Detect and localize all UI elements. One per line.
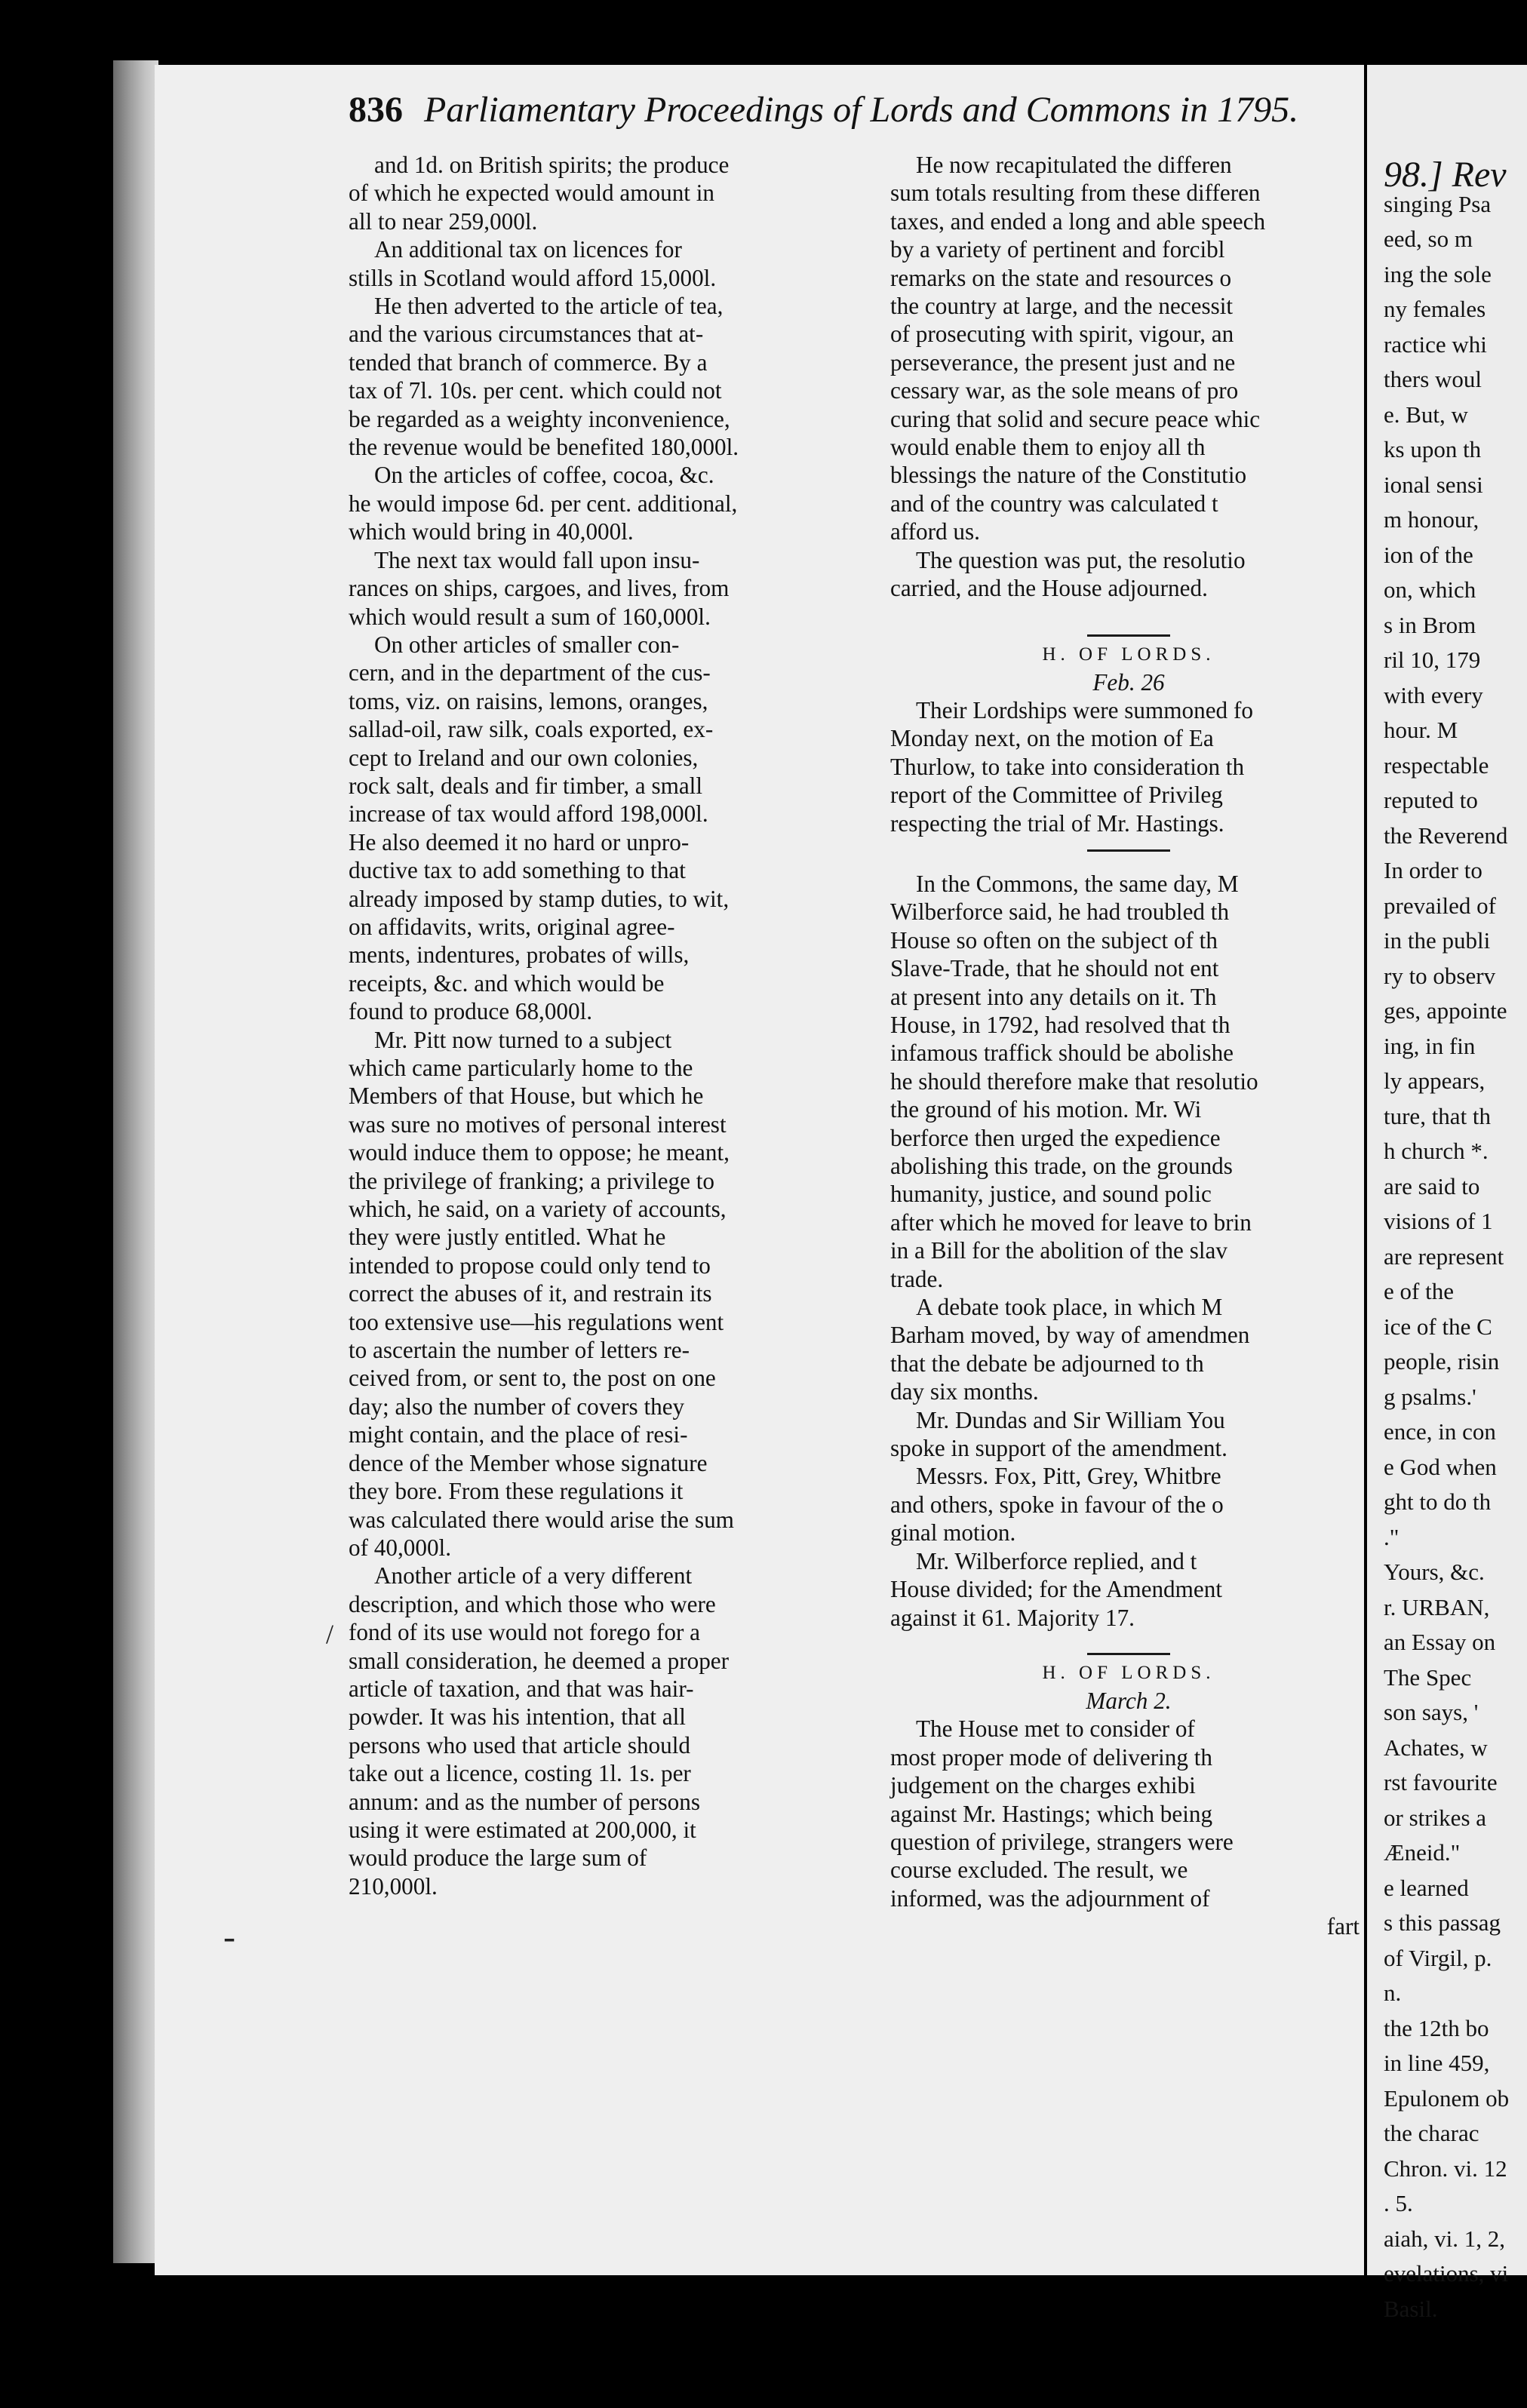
text-line: would induce them to oppose; he meant, [349, 1139, 730, 1166]
adjacent-page-line: In order to [1384, 857, 1482, 883]
section-date-2: March 2. [1086, 1687, 1172, 1714]
adjacent-page-line: h church *. [1384, 1138, 1489, 1164]
adjacent-page-line: ice of the C [1384, 1313, 1492, 1340]
text-line: description, and which those who were [349, 1590, 716, 1617]
adjacent-page-line: hour. M [1384, 717, 1458, 743]
text-line: remarks on the state and resources o [890, 264, 1232, 291]
paragraph [349, 546, 862, 631]
book-binding-edge [113, 60, 158, 2263]
text-line: The next tax would fall upon insu- [374, 546, 700, 573]
text-line: of 40,000l. [349, 1534, 452, 1561]
text-line: An additional tax on licences for [374, 236, 682, 263]
text-line: which would result a sum of 160,000l. [349, 603, 711, 630]
text-line: of prosecuting with spirit, vigour, an [890, 321, 1234, 348]
text-line: already imposed by stamp duties, to wit, [349, 885, 730, 912]
adjacent-page-line: ry to observ [1384, 962, 1496, 989]
adjacent-page-line: or strikes a [1384, 1804, 1487, 1831]
text-line: tax of 7l. 10s. per cent. which could not [349, 377, 722, 404]
adjacent-page-line: respectable [1384, 751, 1489, 779]
text-line: 210,000l. [349, 1872, 438, 1900]
paragraph [349, 1026, 862, 1562]
text-line: persons who used that article should [349, 1731, 690, 1758]
text-line: abolishing this trade, on the grounds [890, 1153, 1233, 1179]
text-line: intended to propose could only tend to [349, 1252, 711, 1279]
adjacent-page-line: in line 459, [1384, 2050, 1490, 2076]
adjacent-page-line: ing, in fin [1384, 1032, 1476, 1059]
text-line: they bore. From these regulations it [349, 1478, 684, 1505]
adjacent-page-line: ing the sole [1384, 260, 1492, 287]
text-line: and 1d. on British spirits; the produce [374, 152, 730, 178]
text-line: In the Commons, the same day, M [916, 870, 1239, 897]
adjacent-page-line: ges, appointe [1384, 997, 1507, 1024]
section-rule [1087, 634, 1170, 637]
text-line: On other articles of smaller con- [374, 631, 680, 658]
adjacent-page-line: r. URBAN, [1384, 1593, 1490, 1620]
adjacent-page-line: eed, so m [1384, 226, 1473, 252]
text-line: after which he moved for leave to brin [890, 1209, 1252, 1236]
text-line: in a Bill for the abolition of the slav [890, 1237, 1227, 1264]
adjacent-page-line: m honour, [1384, 506, 1479, 533]
text-line: increase of tax would afford 198,000l. [349, 800, 708, 828]
text-line: he would impose 6d. per cent. additional, [349, 490, 738, 517]
text-line: found to produce 68,000l. [349, 998, 593, 1025]
text-line: ceived from, or sent to, the post on one [349, 1365, 716, 1392]
adjacent-page-line: Æneid." [1384, 1839, 1461, 1866]
adjacent-page-line: the 12th bo [1384, 2014, 1489, 2041]
left-column [349, 151, 862, 1900]
text-line: be regarded as a weighty inconvenience, [349, 405, 730, 432]
adjacent-page-line: are represent [1384, 1242, 1504, 1270]
right-column [890, 151, 1367, 1941]
adjacent-page-line: the charac [1384, 2120, 1479, 2146]
text-line: Another article of a very different [374, 1562, 693, 1589]
text-line: which came particularly home to the [349, 1055, 693, 1081]
section-heading-lords: H. OF LORDS. [1042, 643, 1215, 665]
text-line: most proper mode of delivering th [890, 1743, 1213, 1771]
text-line: Messrs. Fox, Pitt, Grey, Whitbre [916, 1463, 1221, 1490]
text-line: cept to Ireland and our own colonies, [349, 744, 699, 771]
text-line: day; also the number of covers they [349, 1393, 685, 1420]
text-line: The House met to consider of [916, 1715, 1195, 1743]
adjacent-page-line: ence, in con [1384, 1418, 1496, 1445]
adjacent-page-line: are said to [1384, 1172, 1480, 1199]
text-line: berforce then urged the expedience [890, 1124, 1221, 1151]
paragraph [349, 292, 862, 461]
text-line: afford us. [890, 518, 980, 545]
adjacent-page-line: e. But, w [1384, 401, 1468, 428]
text-line: He now recapitulated the differen [916, 152, 1232, 178]
text-line: all to near 259,000l. [349, 207, 538, 235]
adjacent-page-line: n. [1384, 1980, 1402, 2006]
text-line: the country at large, and the necessit [890, 293, 1234, 320]
catchword: fart [1326, 1913, 1360, 1940]
text-line: informed, was the adjournment of [890, 1884, 1210, 1912]
text-line: Slave-Trade, that he should not ent [890, 955, 1219, 982]
adjacent-page-line: Achates, w [1384, 1734, 1488, 1761]
text-line: on affidavits, writs, original agree- [349, 913, 675, 940]
adjacent-page-head: 98.] Rev [1384, 155, 1507, 195]
text-line: Mr. Wilberforce replied, and t [916, 1547, 1197, 1574]
page-number: 836 [349, 90, 403, 130]
paragraph [890, 870, 1367, 1293]
paragraph [890, 151, 1367, 546]
adjacent-page [1367, 65, 1527, 2322]
adjacent-page-line: s in Brom [1384, 611, 1476, 638]
section-rule [1087, 1653, 1170, 1655]
text-line: fond of its use would not forego for a [349, 1619, 700, 1646]
text-line: powder. It was his intention, that all [349, 1703, 686, 1731]
adjacent-page-line: . 5. [1384, 2190, 1413, 2216]
paragraph [349, 1562, 862, 1900]
adjacent-page-line: prevailed of [1384, 892, 1496, 919]
text-line: article of taxation, and that was hair- [349, 1675, 694, 1702]
text-line: against Mr. Hastings; which being [890, 1800, 1213, 1827]
text-line: the privilege of franking; a privilege to [349, 1167, 714, 1194]
text-line: On the articles of coffee, cocoa, &c. [374, 462, 714, 489]
adjacent-page-line: ractice whi [1384, 330, 1487, 358]
paragraph [890, 1293, 1367, 1406]
paragraph [890, 1547, 1367, 1632]
adjacent-page-line: Chron. vi. 12 [1384, 2155, 1507, 2182]
text-line: cern, and in the department of the cus- [349, 659, 711, 686]
text-line: rock salt, deals and fir timber, a small [349, 772, 703, 799]
paragraph [890, 1715, 1367, 1912]
adjacent-page-line: in the publi [1384, 927, 1491, 954]
text-line: Monday next, on the motion of Ea [890, 725, 1214, 752]
paragraph [890, 546, 1367, 603]
text-line: Mr. Pitt now turned to a subject [374, 1026, 672, 1053]
text-line: using it were estimated at 200,000, it [349, 1816, 696, 1843]
paragraph [349, 461, 862, 545]
adjacent-page-line: reputed to [1384, 787, 1478, 813]
text-line: blessings the nature of the Constitutio [890, 462, 1247, 489]
text-line: The question was put, the resolutio [916, 546, 1246, 573]
running-head-title: Parliamentary Proceedings of Lords and Commons in 1795. [424, 90, 1299, 130]
text-line: the revenue would be benefited 180,000l. [349, 434, 739, 461]
adjacent-page-line: of Virgil, p. [1384, 1944, 1492, 1971]
adjacent-page-line: ion of the [1384, 541, 1473, 568]
text-line: Wilberforce said, he had troubled th [890, 898, 1230, 926]
text-line: House so often on the subject of th [890, 926, 1218, 954]
section-date: Feb. 26 [1092, 668, 1165, 696]
text-line: infamous traffick should be abolishe [890, 1040, 1234, 1067]
text-line: which would bring in 40,000l. [349, 518, 634, 545]
text-line: humanity, justice, and sound polic [890, 1181, 1212, 1208]
margin-mark: - [223, 1917, 235, 1957]
adjacent-page-line: evelations, vi [1384, 2260, 1509, 2287]
text-line: take out a licence, costing 1l. 1s. per [349, 1760, 691, 1787]
adjacent-page-line: e God when [1384, 1453, 1497, 1480]
adjacent-page-line: ril 10, 179 [1384, 647, 1481, 673]
adjacent-page-line: ture, that th [1384, 1102, 1492, 1129]
text-line: too extensive use—his regulations went [349, 1308, 724, 1335]
text-line: Thurlow, to take into consideration th [890, 753, 1245, 780]
text-line: and the various circumstances that at- [349, 321, 704, 348]
paragraph [890, 1406, 1367, 1463]
text-line: tended that branch of commerce. By a [349, 349, 708, 376]
adjacent-page-line: aiah, vi. 1, 2, [1384, 2225, 1505, 2252]
text-line: and others, spoke in favour of the o [890, 1491, 1224, 1518]
text-line: course excluded. The result, we [890, 1857, 1188, 1884]
text-line: ginal motion. [890, 1519, 1016, 1546]
text-line: was calculated there would arise the sum [349, 1506, 734, 1533]
text-line: he should therefore make that resolutio [890, 1067, 1258, 1095]
text-line: report of the Committee of Privileg [890, 782, 1223, 809]
adjacent-page-line: Basil. [1384, 2295, 1438, 2322]
right-column-top [890, 151, 1367, 603]
adjacent-page-line: on, which [1384, 576, 1476, 603]
margin-mark: / [326, 1619, 334, 1649]
adjacent-page-line: singing Psa [1384, 190, 1492, 217]
text-line: ductive tax to add something to that [349, 857, 686, 884]
adjacent-page-line: s this passag [1384, 1909, 1501, 1936]
paragraph [890, 1462, 1367, 1546]
text-line: might contain, and the place of resi- [349, 1421, 688, 1448]
paragraph [349, 151, 862, 235]
text-line: to ascertain the number of letters re- [349, 1337, 690, 1364]
adjacent-page-line: people, risin [1384, 1348, 1500, 1374]
running-head [349, 89, 1405, 131]
adjacent-page-line: Yours, &c. [1384, 1559, 1485, 1585]
text-line: receipts, &c. and which would be [349, 969, 665, 997]
text-line: House, in 1792, had resolved that th [890, 1011, 1231, 1038]
adjacent-page-line: ." [1384, 1523, 1399, 1550]
text-line: dence of the Member whose signature [349, 1449, 708, 1476]
text-line: cessary war, as the sole means of pro [890, 377, 1239, 404]
text-line: perseverance, the present just and ne [890, 349, 1236, 376]
text-line: small consideration, he deemed a proper [349, 1647, 730, 1674]
text-line: by a variety of pertinent and forcibl [890, 236, 1225, 263]
text-line: of which he expected would amount in [349, 180, 715, 207]
text-line: respecting the trial of Mr. Hastings. [890, 809, 1224, 837]
text-line: stills in Scotland would afford 15,000l. [349, 264, 717, 291]
text-line: would enable them to enjoy all th [890, 434, 1206, 461]
text-line: He then adverted to the article of tea, [374, 293, 724, 320]
text-line: that the debate be adjourned to th [890, 1350, 1204, 1377]
text-line: and of the country was calculated t [890, 490, 1218, 517]
section-heading-lords-2: H. OF LORDS. [1042, 1662, 1215, 1683]
text-line: which, he said, on a variety of accounts, [349, 1196, 727, 1223]
text-line: spoke in support of the amendment. [890, 1435, 1227, 1462]
adjacent-page-line: thers woul [1384, 366, 1482, 392]
text-line: correct the abuses of it, and restrain its [349, 1280, 712, 1307]
adjacent-page-line: the Reverend [1384, 822, 1508, 849]
text-line: ments, indentures, probates of wills, [349, 941, 690, 969]
text-line: at present into any details on it. Th [890, 983, 1217, 1010]
paragraph [890, 696, 1367, 837]
adjacent-page-line: an Essay on [1384, 1629, 1496, 1655]
text-line: curing that solid and secure peace whic [890, 405, 1261, 432]
text-line: toms, viz. on raisins, lemons, oranges, [349, 687, 708, 714]
text-line: they were justly entitled. What he [349, 1224, 666, 1251]
text-line: the ground of his motion. Mr. Wi [890, 1096, 1202, 1123]
text-line: against it 61. Majority 17. [890, 1604, 1135, 1631]
text-line: Members of that House, but which he [349, 1083, 704, 1110]
adjacent-page-line: ional sensi [1384, 471, 1483, 498]
adjacent-page-line: ght to do th [1384, 1488, 1492, 1515]
adjacent-page-line: ny females [1384, 296, 1486, 322]
adjacent-page-line: The Spec [1384, 1663, 1472, 1691]
adjacent-page-line: Epulonem ob [1384, 2084, 1510, 2112]
adjacent-page-line: rst favourite [1384, 1769, 1498, 1795]
text-line: Mr. Dundas and Sir William You [916, 1406, 1225, 1433]
text-line: rances on ships, cargoes, and lives, from [349, 575, 730, 602]
text-line: carried, and the House adjourned. [890, 575, 1208, 602]
adjacent-page-line: son says, ' [1384, 1699, 1479, 1725]
adjacent-page-line: e learned [1384, 1874, 1469, 1901]
text-line: A debate took place, in which M [916, 1294, 1223, 1321]
text-line: trade. [890, 1265, 944, 1292]
adjacent-page-line: ks upon th [1384, 436, 1482, 462]
text-line: day six months. [890, 1378, 1039, 1405]
text-line: judgement on the charges exhibi [890, 1772, 1196, 1799]
text-line: question of privilege, strangers were [890, 1828, 1234, 1855]
text-line: would produce the large sum of [349, 1844, 647, 1872]
text-line: House divided; for the Amendment [890, 1576, 1223, 1603]
text-line: was sure no motives of personal interest [349, 1110, 727, 1138]
paragraph [349, 235, 862, 292]
section-rule [1087, 849, 1170, 852]
text-line: taxes, and ended a long and able speech [890, 207, 1266, 235]
text-line: He also deemed it no hard or unpro- [349, 828, 690, 855]
text-line: Their Lordships were summoned fo [916, 696, 1253, 723]
text-line: annum: and as the number of persons [349, 1788, 700, 1815]
section-lords-2-body [890, 1715, 1367, 1912]
text-line: sum totals resulting from these differen [890, 180, 1261, 207]
scanner-border [0, 0, 113, 2408]
section-lords-body [890, 696, 1367, 837]
right-column-commons [890, 870, 1367, 1632]
text-line: Barham moved, by way of amendmen [890, 1322, 1250, 1349]
adjacent-page-line: visions of 1 [1384, 1208, 1493, 1234]
adjacent-page-line: g psalms.' [1384, 1383, 1476, 1410]
text-line: sallad-oil, raw silk, coals exported, ex- [349, 716, 714, 743]
adjacent-page-line: with every [1384, 681, 1483, 708]
adjacent-page-line: ly appears, [1384, 1067, 1486, 1094]
adjacent-page-line: e of the [1384, 1278, 1454, 1304]
paragraph [349, 631, 862, 1026]
